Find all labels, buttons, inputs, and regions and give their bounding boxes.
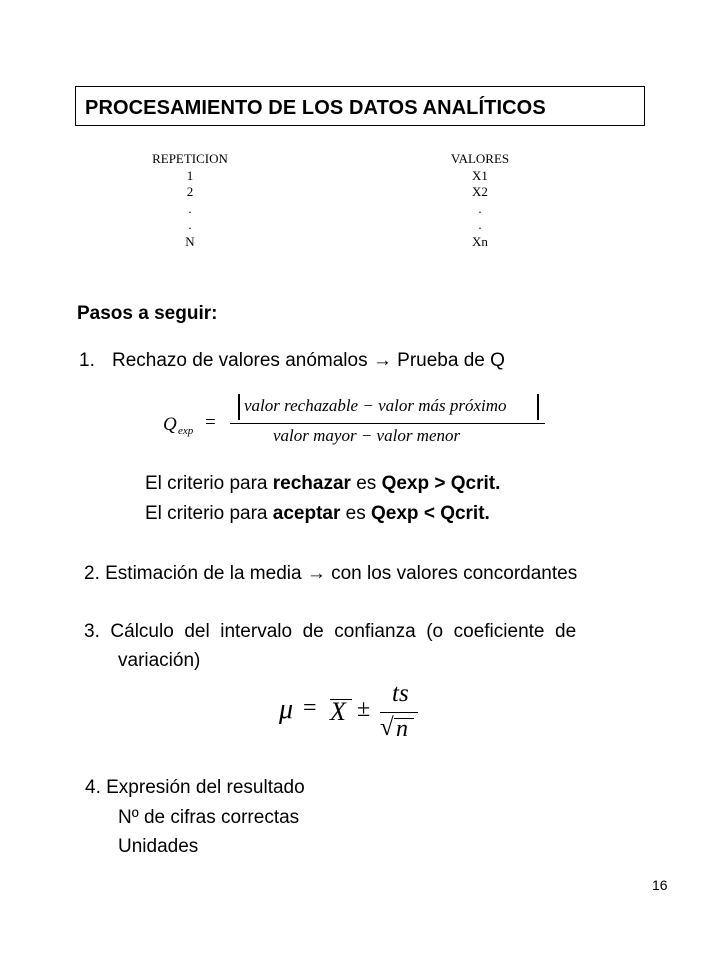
- formula-ts: ts: [392, 680, 409, 707]
- table-cell: .: [188, 217, 192, 232]
- criterion-text: es: [350, 473, 382, 494]
- table-cell: X2: [472, 184, 488, 199]
- page-number: 16: [652, 877, 668, 893]
- q-test-formula: [160, 392, 560, 452]
- formula-plus-minus: ±: [357, 696, 371, 722]
- values-column: [425, 151, 535, 250]
- table-cell: N: [185, 233, 195, 249]
- criterion-keyword: rechazar: [272, 473, 351, 494]
- list-item: Nº de cifras correctas: [118, 807, 300, 828]
- criterion-text: El criterio para: [145, 503, 273, 524]
- step1-text: Rechazo de valores anómalos → Prueba de Q: [112, 350, 505, 371]
- steps-heading: Pasos a seguir:: [77, 303, 218, 324]
- formula-equals: =: [205, 412, 216, 433]
- step3-line2: variación): [118, 650, 201, 671]
- table-cell: .: [188, 200, 192, 216]
- confidence-interval-formula: [270, 680, 430, 750]
- formula-mu: μ: [279, 694, 294, 725]
- step2-text: 2. Estimación de la media → con los valores concordantes: [84, 563, 578, 584]
- table-cell: 1: [186, 167, 194, 183]
- table-cell: 2: [186, 184, 194, 199]
- criterion-condition: Qexp < Qcrit.: [371, 503, 490, 524]
- repetition-column: [135, 151, 245, 250]
- step3-line1: 3. Cálculo del intervalo de confianza (o coeficiente de: [84, 621, 577, 642]
- criterion-condition: Qexp > Qcrit.: [381, 473, 501, 494]
- formula-q: Q: [163, 414, 177, 435]
- criterion-keyword: aceptar: [272, 503, 341, 524]
- abs-bar-right: [537, 394, 539, 420]
- formula-denominator: valor mayor − valor menor: [273, 426, 461, 445]
- table-header-values: VALORES: [450, 151, 510, 166]
- fraction-bar: [230, 423, 545, 424]
- formula-n: n: [396, 716, 408, 742]
- formula-q-subscript: exp: [178, 425, 194, 437]
- formula-numerator: valor rechazable − valor más próximo: [244, 396, 507, 415]
- criterion-accept: [145, 503, 490, 525]
- fraction-bar: [380, 712, 418, 713]
- list-item: Unidades: [118, 836, 199, 857]
- criterion-reject: [145, 473, 500, 495]
- table-cell: Xn: [472, 233, 488, 249]
- step1-number: 1.: [79, 350, 95, 371]
- table-cell: X1: [472, 167, 488, 183]
- page-title: PROCESAMIENTO DE LOS DATOS ANALÍTICOS: [85, 97, 546, 119]
- formula-xbar: X: [330, 697, 346, 726]
- table-cell: .: [478, 217, 482, 232]
- formula-equals: =: [303, 695, 317, 721]
- criterion-text: es: [340, 503, 372, 524]
- abs-bar-left: [238, 394, 240, 420]
- sqrt-sign: √: [380, 714, 394, 741]
- table-cell: .: [478, 200, 482, 216]
- step4-heading: 4. Expresión del resultado: [85, 777, 305, 798]
- table-header-repetition: REPETICION: [152, 151, 228, 166]
- criterion-text: El criterio para: [145, 473, 273, 494]
- title-box: [75, 86, 645, 126]
